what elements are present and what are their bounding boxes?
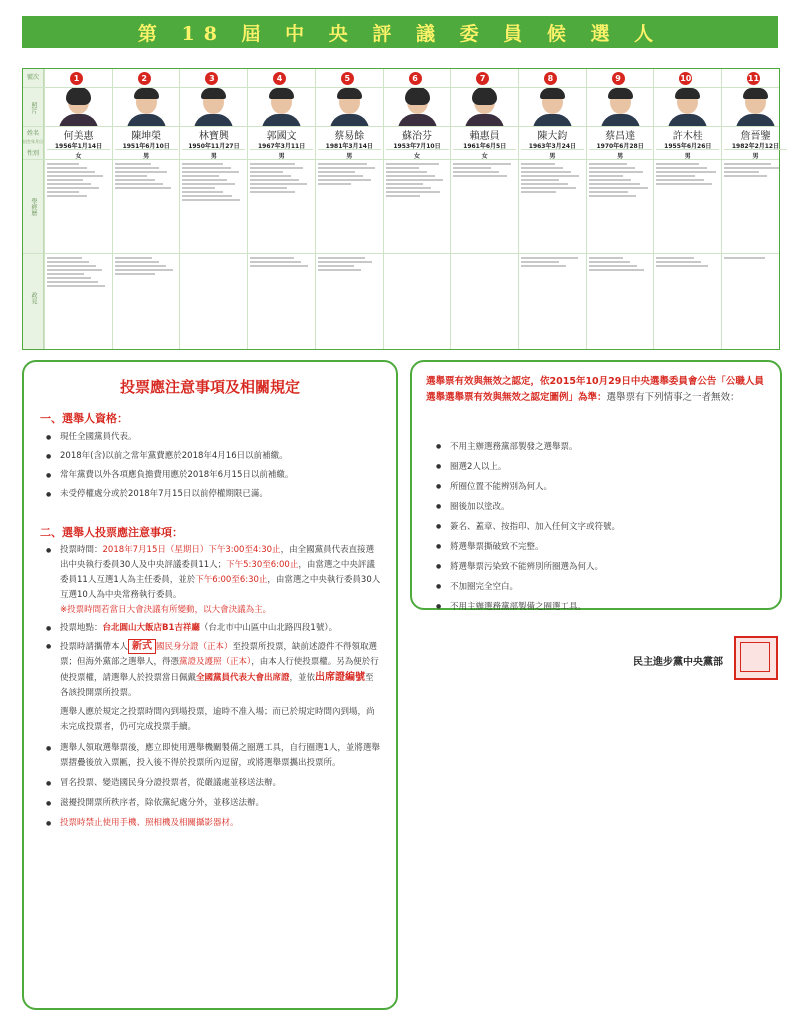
candidate-column [586,69,654,349]
candidate-platform [318,255,381,345]
candidate-gender: 男 [318,149,381,160]
candidate-photo [529,88,576,126]
candidate-name: 詹晉鑒 [740,131,771,142]
list-item: ● 不加圈完全空白。 [436,578,766,596]
list-item: ● 選舉人領取選舉票後，應立即使用選舉機關製備之圈選工具，自行圈選1人，並將選舉票摺疊後放入票匭，投入後不得於投票所內逗留，或將選舉票攜出投票所。 [46,741,381,771]
time-note: ※投票時間若當日大會決議有所變動，以大會決議為主。 [60,605,272,615]
candidate-name: 賴惠員 [469,131,500,142]
candidate-name: 蔡易餘 [334,131,365,142]
candidate-name: 何美惠 [63,131,94,142]
candidate-birth: 1951年6月10日 [122,143,170,150]
candidate-number-badge: 11 [747,74,760,83]
candidate-platform [656,255,719,345]
candidate-platform [724,255,787,345]
list-item: ● 常年黨費以外各項應負擔費用應於2018年6月15日以前補繳。 [46,468,381,483]
row-labels [23,69,44,349]
candidate-platform [47,255,110,345]
list-item: ● 簽名、蓋章、按指印、加入任何文字或符號。 [436,518,766,536]
candidate-column [44,69,112,349]
list-item: ● 圈選2人以上。 [436,458,766,476]
candidate-gender: 女 [47,149,110,160]
list-item: ● 滋擾投開票所秩序者，除依黨紀處分外，並移送法辦。 [46,796,381,811]
party-seal-icon [734,636,778,680]
candidate-photo [461,88,508,126]
candidate-gender: 女 [453,149,516,160]
candidate-number-badge: 10 [680,74,692,83]
candidate-birth: 1955年6月26日 [664,143,712,150]
candidate-birth: 1981年3月14日 [325,143,373,150]
candidate-gender: 男 [724,149,787,160]
list-item: ● 將選舉票撕破致不完整。 [436,538,766,556]
candidate-platform [115,255,178,345]
candidate-name: 許木桂 [672,131,703,142]
candidate-name: 陳大鈞 [537,131,568,142]
section-eligibility: 一、選舉人資格： [40,412,128,425]
candidate-birth: 1970年6月28日 [596,143,644,150]
candidate-platform [386,255,449,345]
candidate-number-badge: 4 [273,72,286,85]
candidate-education [386,161,449,251]
candidate-photo [258,88,305,126]
candidate-number-badge: 3 [205,72,218,85]
candidate-platform [182,255,245,345]
candidate-birth: 1963年3月24日 [528,143,576,150]
candidate-education [589,161,652,251]
candidate-platform [521,255,584,345]
list-item: ● 不用主辦選務黨部製發之選舉票。 [436,438,766,456]
candidate-gender: 男 [250,149,313,160]
list-item: ● 冒名投票、變造國民身分證投票者，從嚴議處並移送法辦。 [46,776,381,791]
rules-title: 投票應注意事項及相關規定 [119,378,300,396]
candidate-photo [597,88,644,126]
list-item: ● 投票時禁止使用手機、照相機及相關攝影器材。 [46,816,381,831]
candidate-birth: 1953年7月10日 [393,143,441,150]
candidate-photo [55,88,102,126]
list-item: ● 投票地點：台北圓山大飯店B1吉祥廳（台北市中山區中山北路四段1號）。 [46,621,381,636]
banner-title: 第 18 屆 中 央 評 議 委 員 候 選 人 [137,22,663,45]
candidate-education [115,161,178,251]
candidate-birth: 1967年3月11日 [257,143,306,150]
candidate-birth: 1982年2月12日 [731,143,780,150]
candidate-number-badge: 5 [341,72,354,85]
candidate-education [656,161,719,251]
candidate-photo [664,88,711,126]
candidate-photo [190,88,237,126]
title-banner [22,16,778,48]
candidate-photo [732,88,779,126]
list-item: ● 投票時間：2018年7月15日（星期日）下午3:00至4:30止，由全國黨員代表直接選出中央執行委員30人及中央評議委員11人；下午5:30至6:00止，由當選之中央評議委員11人互選1人為主任委員，並於下午6:00至6:30止，由當選之中央執行委員30人互選10人為中央常務執行委員。 ※投票時間若當日大會決議有所變動，以大會決議為主。 [46,543,381,618]
candidate-name: 陳坤榮 [131,131,162,142]
candidate-column [721,69,789,349]
candidate-birth: 1956年1月14日 [54,143,103,150]
candidate-education [318,161,381,251]
candidate-education [453,161,516,251]
candidate-education [182,161,245,251]
candidate-number-badge: 9 [612,72,625,85]
candidate-gender: 男 [182,149,245,160]
candidate-photo [123,88,170,126]
candidate-birth: 1961年6月5日 [463,143,507,150]
list-item: ● 圈後加以塗改。 [436,498,766,516]
candidate-name: 郭國文 [266,131,297,142]
candidate-table [22,68,780,350]
list-item: ● 現任全國黨員代表。 [46,430,381,445]
candidate-gender: 男 [115,149,178,160]
candidate-column [247,69,315,349]
candidate-education [47,161,110,251]
candidate-number-badge: 1 [70,72,83,85]
candidate-education [250,161,313,251]
candidate-platform [453,255,516,345]
candidate-birth: 1950年11月27日 [188,143,240,150]
voting-rules-box [22,360,398,1010]
candidate-column [315,69,383,349]
section-voting-notes: 二、選舉人投票應注意事項： [40,526,183,539]
candidate-name: 蘇治芬 [402,131,432,142]
candidate-gender: 男 [656,149,719,160]
eligibility-list [46,430,381,506]
row-label-photo: 照片 [30,102,37,114]
list-item: ● 2018年(含)以前之常年黨費應於2018年4月16日以前補繳。 [46,449,381,464]
candidate-number-badge: 6 [409,72,422,85]
row-label-gender: 性別 [26,150,39,157]
party-name: 民主進步黨中央黨部 [633,657,723,668]
ballot-validity-box [410,360,782,610]
candidate-education [724,161,787,251]
candidate-number-badge: 8 [544,72,557,85]
late-note: 選舉人應於規定之投票時間內到場投票，逾時不准入場；而已於規定時間內到場，尚未完成投票者，仍可完成投票手續。 [60,707,375,732]
candidate-number-badge: 7 [476,72,489,85]
row-label-name: 姓名 [26,130,39,137]
invalid-conditions-list [436,438,766,618]
row-label-birth: 出生年月日 [23,139,43,144]
candidate-education [521,161,584,251]
candidate-platform [589,255,652,345]
candidate-column [112,69,180,349]
candidate-number-badge: 2 [138,72,151,85]
row-label-platform: 政見 [30,292,37,304]
list-item: ● 不用主辦選務黨部製備之圈選工具。 [436,598,766,616]
row-label-number: 號次 [26,74,39,81]
candidate-column [653,69,721,349]
candidate-gender: 男 [589,149,652,160]
candidate-column [450,69,518,349]
candidate-column [179,69,247,349]
candidate-photo [326,88,373,126]
candidate-column [383,69,451,349]
new-style-badge: 新式 [128,639,156,654]
list-item: ● 所圈位置不能辨別為何人。 [436,478,766,496]
candidate-gender: 男 [521,149,584,160]
list-item: ● 投票時請攜帶本人 新式 國民身分證（正本）至投票所投票，缺前述證件不得領取選票；但海外黨部之選舉人，得憑黨證及護照（正本），由本人行使投票權。另為便於行使投票權，請選舉人於投票當日佩戴全國黨員代表大會出席證，並依出席證編號至各該投開票所投票。 [46,639,381,701]
list-item: ● 將選舉票污染致不能辨別所圈選為何人。 [436,558,766,576]
list-item: ● 未受停權處分或於2018年7月15日以前停權期限已滿。 [46,487,381,502]
candidate-name: 林寶興 [198,131,229,142]
candidate-name: 蔡昌達 [605,131,636,142]
candidate-gender: 女 [386,149,449,160]
candidate-column [518,69,586,349]
voting-notes-list [46,543,381,831]
candidate-platform [250,255,313,345]
candidate-photo [394,88,441,126]
row-label-education: 學經歷 [30,198,37,216]
validity-title: 選舉票有效與無效之認定，依2015年10月29日中央選舉委員會公告「公職人員選舉選舉票有效與無效之認定圖例」為準：選舉票有下列情事之一者無效： [426,376,764,403]
